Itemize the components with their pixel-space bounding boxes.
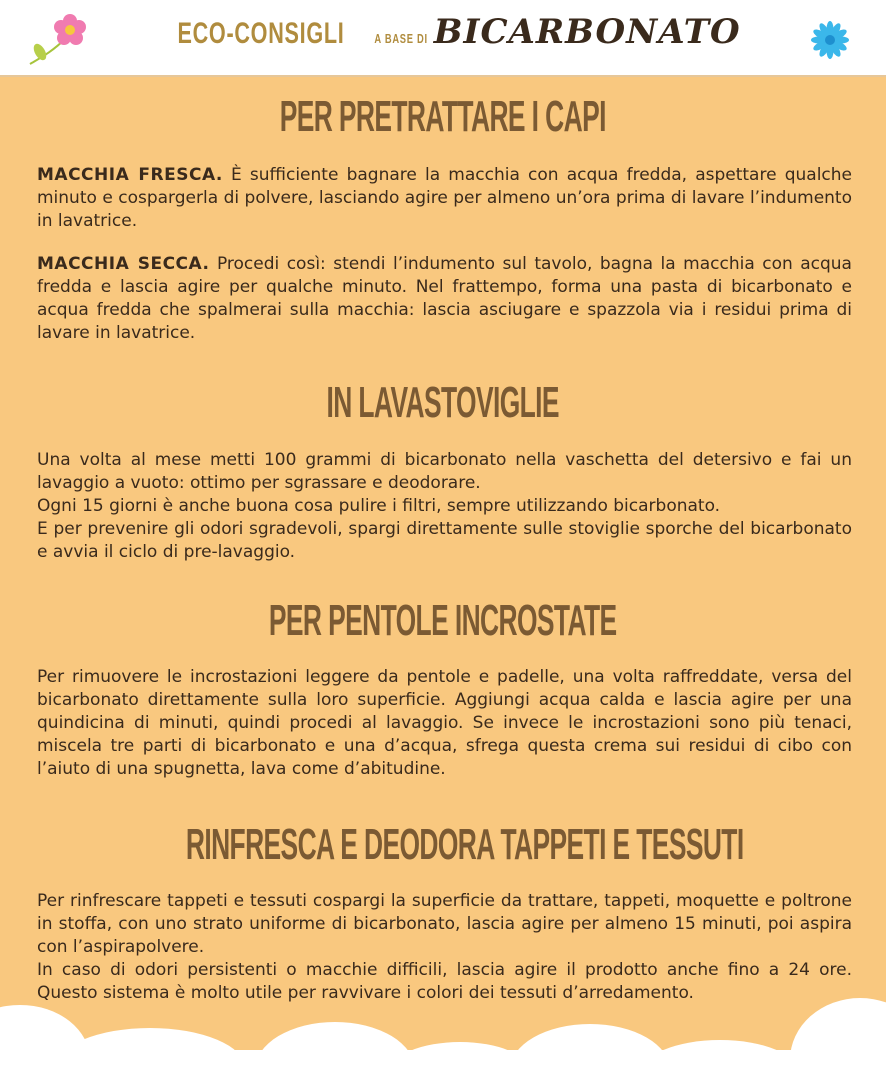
header-title-bicarbonato: BICARBONATO (433, 12, 741, 52)
text-lavastoviglie-2: Ogni 15 giorni è anche buona cosa pulire i filtri, sempre utilizzando bicarbonato. (37, 496, 721, 516)
text-macchia-secca: Procedi così: stendi l’indumento sul tavolo, bagna la macchia con acqua fredda e lascia agire per qualche minuto. Nel frattempo, forma una pasta di bicarbonato e acqua fredda che spalmerai sulla macchia: lascia asciugare e spazzola via i residui prima di lavare in lavatrice. (37, 254, 852, 343)
header-title-eco: ECO-CONSIGLI (177, 17, 345, 50)
paragraph-tappeti (37, 890, 852, 1005)
paragraph-lavastoviglie (37, 449, 852, 564)
paragraph-pentole: Per rimuovere le incrostazioni leggere da pentole e padelle, una volta raffreddate, versa del bicarbonato direttamente sulla loro superficie. Aggiungi acqua calda e lascia agire per una quindicina di minuti, quindi procedi al lavaggio. Se invece le incrostazioni sono più tenaci, miscela tre parti di bicarbonato e una d’acqua, sfrega questa crema sui residui di cibo con l’aiuto di una spugnetta, lava come d’abitudine. (37, 667, 852, 779)
text-lavastoviglie-3: E per prevenire gli odori sgradevoli, spargi direttamente sulle stoviglie sporche del bicarbonato e avvia il ciclo di pre-lavaggio. (37, 519, 852, 562)
label-macchia-secca: MACCHIA SECCA. (37, 254, 210, 274)
section-title-pentole: PER PENTOLE INCROSTATE (269, 596, 617, 645)
paragraph-macchia-secca (37, 253, 852, 345)
label-macchia-fresca: MACCHIA FRESCA. (37, 165, 223, 185)
text-tappeti-1: Per rinfrescare tappeti e tessuti cospargi la superficie da trattare, tappeti, moquette e poltrone in stoffa, con uno strato uniforme di bicarbonato, lascia agire per almeno 15 minuti, poi aspira con l’aspirapolvere. (37, 891, 852, 957)
header-banner (0, 0, 886, 77)
text-macchia-fresca: È sufficiente bagnare la macchia con acqua fredda, aspettare qualche minuto e cospargerla di polvere, lasciando agire per almeno un’ora prima di lavare l’indumento in lavatrice. (37, 165, 852, 231)
header-title-abasedi: A BASE DI (374, 31, 429, 46)
blue-flower-icon (810, 20, 850, 60)
paragraph-macchia-fresca (37, 164, 852, 233)
text-lavastoviglie-1: Una volta al mese metti 100 grammi di bicarbonato nella vaschetta del detersivo e fai un lavaggio a vuoto: ottimo per sgrassare e deodorare. (37, 450, 852, 493)
header-title (0, 12, 886, 52)
section-title-pretrattare: PER PRETRATTARE I CAPI (279, 92, 607, 141)
section-title-lavastoviglie: IN LAVASTOVIGLIE (326, 378, 560, 427)
cloud-border-decoration (0, 990, 886, 1069)
section-title-tappeti: RINFRESCA E DEODORA TAPPETI E TESSUTI (185, 820, 744, 869)
text-tappeti-2: In caso di odori persistenti o macchie difficili, lascia agire il prodotto anche fino a 24 ore. Questo sistema è molto utile per ravvivare i colori dei tessuti d’arredamento. (37, 960, 852, 1003)
